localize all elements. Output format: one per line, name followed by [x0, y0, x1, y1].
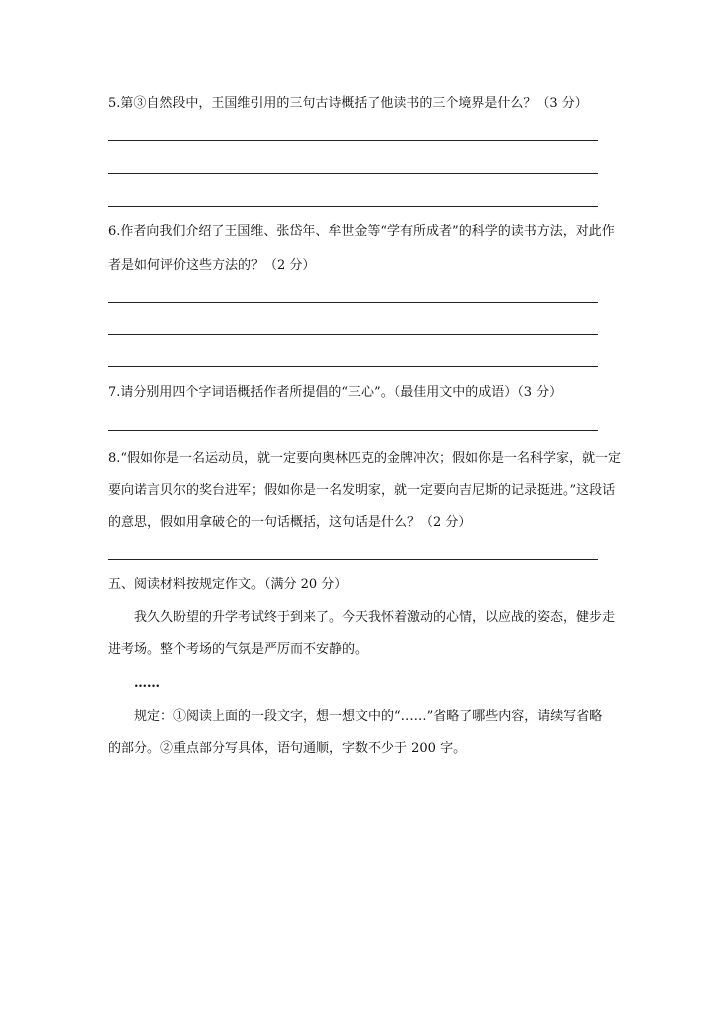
requirements-line-2: 的部分。②重点部分写具体，语句通顺，字数不少于 200 字。 — [108, 741, 467, 756]
answer-line[interactable] — [108, 559, 598, 560]
answer-line[interactable] — [108, 140, 598, 141]
answer-line[interactable] — [108, 366, 598, 367]
answer-line[interactable] — [108, 173, 598, 174]
question-7-text: 7.请分别用四个字词语概括作者所提倡的“三心”。（最佳用文中的成语）（3 分） — [108, 385, 563, 400]
question-8-text-line-2: 要向诺言贝尔的奖台进军；假如你是一名发明家，就一定要向吉尼斯的记录挺进。”这段话 — [108, 483, 616, 498]
ellipsis: …… — [134, 676, 160, 691]
question-6-text-line-1: 6.作者向我们介绍了王国维、张岱年、牟世金等“学有所成者”的科学的读书方法，对此作 — [108, 224, 615, 239]
question-8-text-line-1: 8.“假如你是一名运动员，就一定要向奥林匹克的金牌冲次；假如你是一名科学家，就一定 — [108, 451, 622, 466]
question-6-text-line-2: 者是如何评价这些方法的？（2 分） — [108, 258, 316, 273]
answer-line[interactable] — [108, 430, 598, 431]
requirements-line-1: 规定：①阅读上面的一段文字，想一想文中的“……”省略了哪些内容，请续写省略 — [134, 709, 603, 724]
material-paragraph-line-1: 我久久盼望的升学考试终于到来了。今天我怀着激动的心情，以应战的姿态，健步走 — [134, 610, 616, 625]
answer-line[interactable] — [108, 302, 598, 303]
question-8-text-line-3: 的意思，假如用拿破仑的一句话概括，这句话是什么？（2 分） — [108, 515, 472, 530]
section-5-heading: 五、阅读材料按规定作文。（满分 20 分） — [108, 577, 348, 592]
material-paragraph-line-2: 进考场。整个考场的气氛是严厉而不安静的。 — [108, 642, 369, 657]
question-5-text: 5.第③自然段中，王国维引用的三句古诗概括了他读书的三个境界是什么？（3 分） — [108, 96, 588, 111]
answer-line[interactable] — [108, 206, 598, 207]
answer-line[interactable] — [108, 334, 598, 335]
